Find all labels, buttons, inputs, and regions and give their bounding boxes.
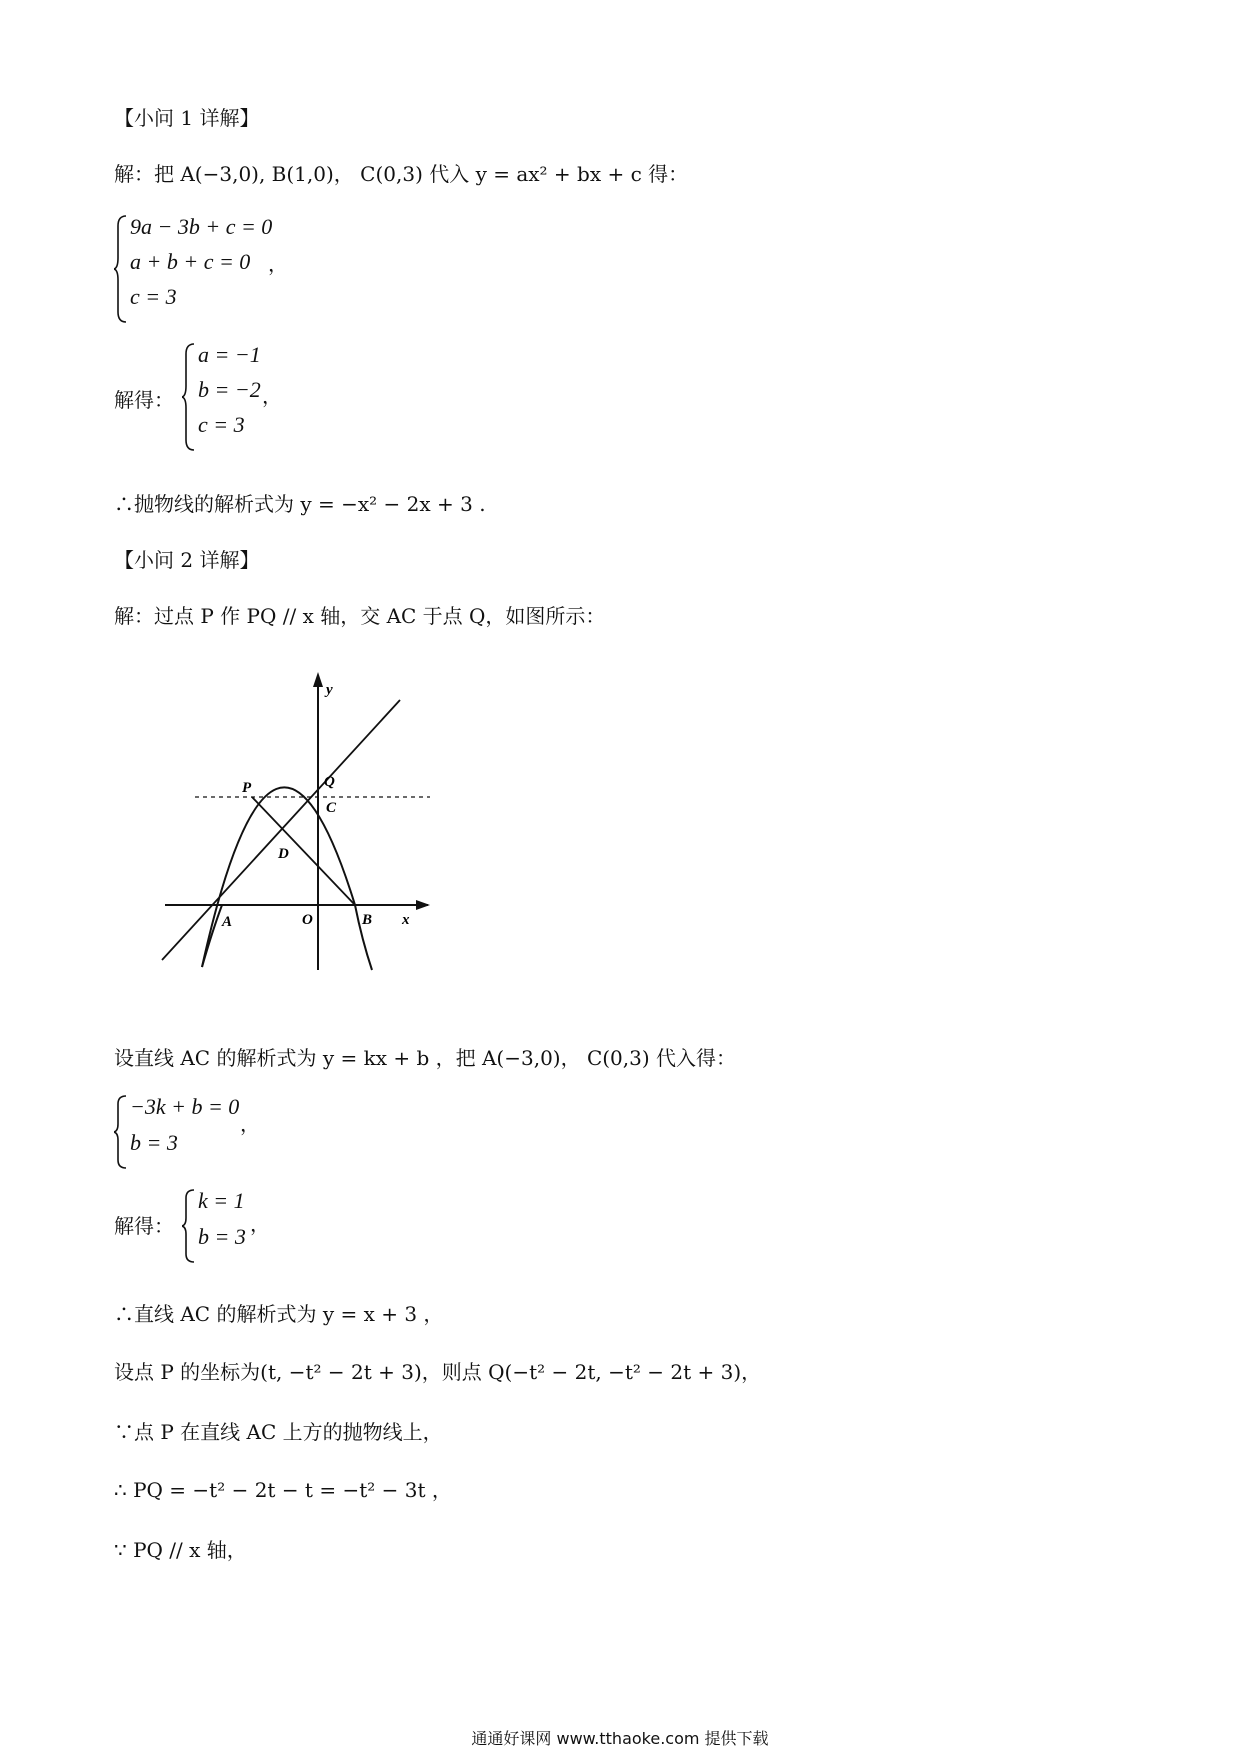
system2-eq-2: b = 3 xyxy=(130,1130,178,1155)
label-q: Q xyxy=(324,774,335,790)
solution2-suffix: ， xyxy=(250,1212,270,1236)
label-b: B xyxy=(362,912,373,928)
part2-heading: 【小问 2 详解】 xyxy=(114,548,260,572)
system-eq-2: a + b + c = 0 xyxy=(130,249,251,274)
footer-watermark: 通通好课网 www.tthaoke.com 提供下载 xyxy=(471,1729,769,1748)
system-eq-1: 9a − 3b + c = 0 xyxy=(130,214,273,239)
solve2-label: 解得： xyxy=(114,1214,174,1238)
x-axis-arrow-icon xyxy=(416,900,430,910)
label-o: O xyxy=(302,912,313,928)
solution-suffix: ， xyxy=(262,384,282,408)
label-d: D xyxy=(278,846,289,862)
label-a: A xyxy=(222,914,233,930)
solution2-b: b = 3 xyxy=(198,1224,246,1249)
part1-heading: 【小问 1 详解】 xyxy=(114,106,260,130)
left-brace-icon xyxy=(182,342,196,452)
solve-label: 解得： xyxy=(114,388,174,412)
because-1: ∵点 P 在直线 AC 上方的抛物线上， xyxy=(114,1420,443,1444)
label-c: C xyxy=(326,800,337,816)
system2-suffix: ， xyxy=(240,1112,260,1136)
point-setup: 设点 P 的坐标为(t, −t² − 2t + 3)，则点 Q(−t² − 2t, −t² − 2t + 3)， xyxy=(114,1360,762,1384)
left-brace-icon xyxy=(114,214,128,324)
system-suffix: ， xyxy=(268,252,288,276)
part2-intro: 解：过点 P 作 PQ // x 轴，交 AC 于点 Q，如图所示： xyxy=(114,604,606,628)
solution-a: a = −1 xyxy=(198,342,261,367)
y-axis-arrow-icon xyxy=(313,672,323,687)
solution2-k: k = 1 xyxy=(198,1188,245,1213)
line-ac-setup: 设直线 AC 的解析式为 y = kx + b ，把 A(−3,0)， C(0,3) 代入得： xyxy=(114,1046,737,1070)
system2-eq-1: −3k + b = 0 xyxy=(130,1094,240,1119)
part2-system xyxy=(114,1094,314,1170)
solution-b: b = −2 xyxy=(198,377,261,402)
solution-c: c = 3 xyxy=(198,412,245,437)
line-ac-result: ∴直线 AC 的解析式为 y = x + 3 ， xyxy=(114,1302,444,1326)
left-brace-icon xyxy=(114,1094,128,1170)
parabola-conclusion: ∴抛物线的解析式为 y = −x² − 2x + 3 . xyxy=(114,492,486,516)
parabola-curve xyxy=(202,787,372,970)
therefore-1: ∴ PQ = −t² − 2t − t = −t² − 3t ， xyxy=(114,1478,452,1502)
part1-intro: 解：把 A(−3,0), B(1,0)， C(0,3) 代入 y = ax² + bx + c 得： xyxy=(114,162,689,186)
because-2: ∵ PQ // x 轴， xyxy=(114,1538,247,1562)
parabola-figure xyxy=(150,660,450,980)
label-y: y xyxy=(326,682,333,698)
segment-pb xyxy=(252,797,355,905)
system-eq-3: c = 3 xyxy=(130,284,177,309)
label-p: P xyxy=(242,780,252,796)
left-brace-icon xyxy=(182,1188,196,1264)
label-x: x xyxy=(402,912,410,928)
